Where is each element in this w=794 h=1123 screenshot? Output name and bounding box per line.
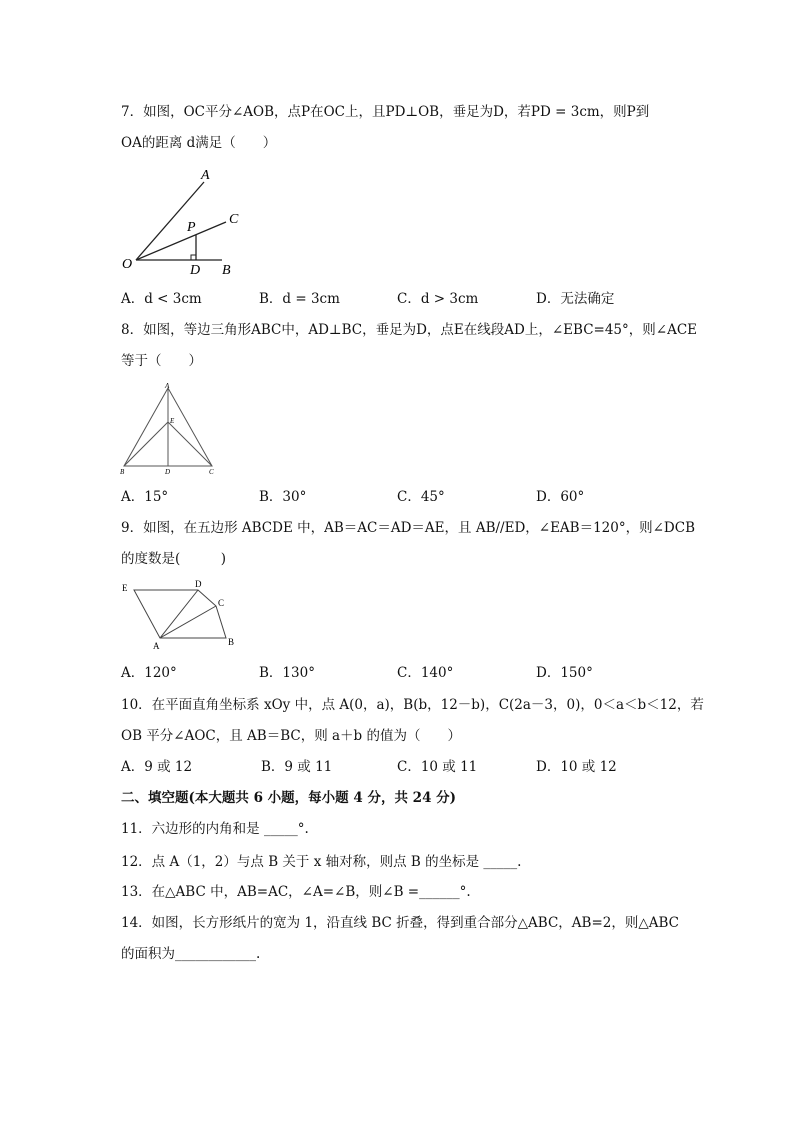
q8-text-line2: 等于（ ） xyxy=(121,353,202,369)
segment-ad xyxy=(160,590,198,638)
segment-ce xyxy=(168,422,212,466)
q9-option-c: C．140° xyxy=(397,665,454,681)
q9-text-line2: 的度数是( ) xyxy=(121,551,227,567)
q9-option-d: D．150° xyxy=(536,665,593,681)
label-a: A xyxy=(201,168,210,183)
label-b: B xyxy=(120,468,125,476)
label-c: C xyxy=(218,598,225,608)
label-b: B xyxy=(228,637,235,647)
q9-pentagon-figure xyxy=(118,576,244,652)
q7-option-c: C．d > 3cm xyxy=(397,291,479,307)
label-b: B xyxy=(222,263,231,278)
label-c: C xyxy=(209,468,214,476)
ray-oc xyxy=(136,222,226,260)
q7-text-line1: 7．如图，OC平分∠AOB，点P在OC上，且PD⊥OB，垂足为D，若PD = 3cm，则P到 xyxy=(121,104,650,120)
label-a: A xyxy=(165,382,170,390)
q11-text: 11．六边形的内角和是 _____°. xyxy=(121,821,309,837)
label-o: O xyxy=(122,257,133,272)
label-p: P xyxy=(187,220,196,235)
q10-text-line1: 10．在平面直角坐标系 xOy 中，点 A(0，a)，B(b，12－b)，C(2a－3，0)，0＜a＜b＜12，若 xyxy=(121,697,704,713)
label-c: C xyxy=(229,212,239,227)
section-title-fill-in: 二、填空题(本大题共 6 小题，每小题 4 分，共 24 分) xyxy=(121,790,457,806)
label-e: E xyxy=(122,583,128,593)
q14-text-line2: 的面积为____________. xyxy=(121,946,261,962)
q8-option-a: A．15° xyxy=(121,489,169,505)
q7-option-b: B．d = 3cm xyxy=(259,291,340,307)
q8-option-b: B．30° xyxy=(259,489,307,505)
q7-text-line2: OA的距离 d满足（ ） xyxy=(121,135,277,151)
q12-text: 12．点 A（1，2）与点 B 关于 x 轴对称，则点 B 的坐标是 _____. xyxy=(121,854,522,870)
right-angle-mark xyxy=(191,255,196,260)
q8-option-c: C．45° xyxy=(397,489,445,505)
pentagon-abcde xyxy=(134,590,226,638)
label-d: D xyxy=(165,468,171,476)
q8-triangle-figure xyxy=(118,380,222,478)
label-d: D xyxy=(190,263,201,278)
label-d: D xyxy=(195,579,202,589)
q10-option-d: D．10 或 12 xyxy=(536,759,617,775)
q9-option-b: B．130° xyxy=(259,665,315,681)
q10-text-line2: OB 平分∠AOC，且 AB＝BC，则 a＋b 的值为（ ） xyxy=(121,728,461,744)
q7-option-a: A．d < 3cm xyxy=(121,291,202,307)
q10-option-b: B．9 或 11 xyxy=(261,759,333,775)
q10-option-a: A．9 或 12 xyxy=(121,759,193,775)
q13-text: 13．在△ABC 中，AB=AC，∠A=∠B，则∠B =______°. xyxy=(121,884,471,900)
q10-option-c: C．10 或 11 xyxy=(397,759,478,775)
segment-ac xyxy=(160,606,216,638)
q8-text-line1: 8．如图，等边三角形ABC中，AD⊥BC，垂足为D，点E在线段AD上，∠EBC=45°，则∠ACE xyxy=(121,322,698,338)
q9-text-line1: 9．如图，在五边形 ABCDE 中，AB＝AC＝AD＝AE，且 AB//ED，∠EAB＝120°，则∠DCB xyxy=(121,520,695,536)
q7-angle-figure xyxy=(118,164,258,276)
label-e: E xyxy=(170,417,175,425)
label-a: A xyxy=(153,641,160,651)
segment-be xyxy=(124,422,168,466)
q14-text-line1: 14．如图，长方形纸片的宽为 1，沿直线 BC 折叠，得到重合部分△ABC，AB=2，则△ABC xyxy=(121,915,679,931)
q7-option-d: D．无法确定 xyxy=(536,291,615,307)
q8-option-d: D．60° xyxy=(536,489,585,505)
q9-option-a: A．120° xyxy=(121,665,177,681)
